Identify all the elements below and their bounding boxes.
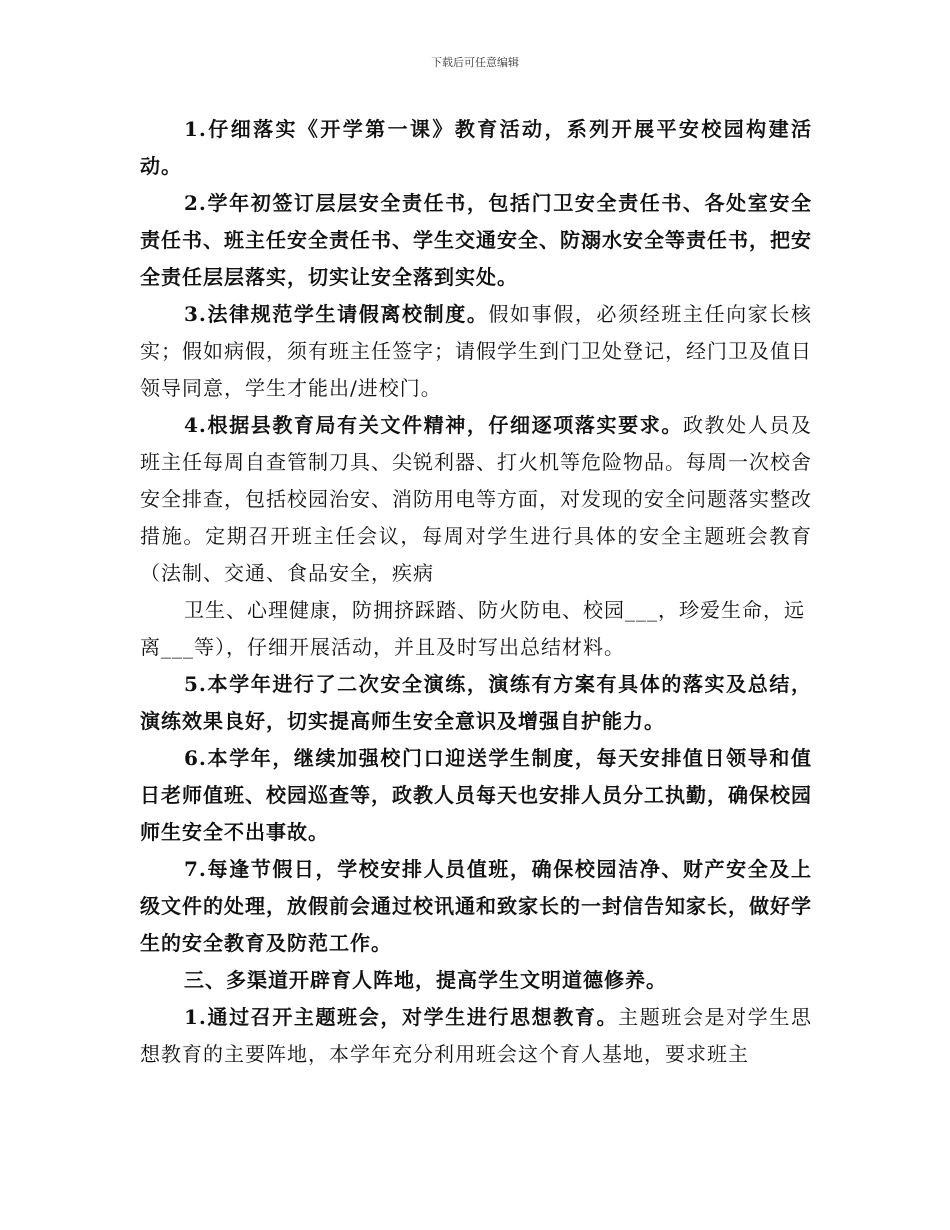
paragraph-4-body: 政教处人员及班主任每周自查管制刀具、尖锐利器、打火机等危险物品。每周一次校舍安全排查，包括校园治安、消防用电等方面，对发现的安全问题落实整改措施。定期召开班主任会议，每周对学生进行具体的安全主题班会教育（法制、交通、食品安全，疾病 [140, 413, 812, 585]
paragraph-3-1-lead: 1.通过召开主题班会，对学生进行思想教育。 [184, 1005, 619, 1029]
paragraph-5 [140, 666, 812, 740]
paragraph-1-lead: 1.仔细落实《开学第一课》教育活动，系列开展平安校园构建活动。 [140, 117, 812, 178]
paragraph-3-body: 假如事假，必须经班主任向家长核实；假如病假，须有班主任签字；请假学生到门卫处登记，经门卫及值日领导同意，学生才能出/进校门。 [140, 302, 812, 400]
paragraph-4-lead: 4.根据县教育局有关文件精神，仔细逐项落实要求。 [184, 413, 683, 437]
section-heading-3-text: 三、多渠道开辟育人阵地，提高学生文明道德修养。 [184, 968, 667, 992]
paragraph-7-lead: 7.每逢节假日，学校安排人员值班，确保校园洁净、财产安全及上级文件的处理，放假前会通过校讯通和致家长的一封信告知家长，做好学生的安全教育及防范工作。 [140, 857, 812, 955]
paragraph-3-1 [140, 999, 812, 1073]
paragraph-4-continued-body: 卫生、心理健康，防拥挤踩踏、防火防电、校园___，珍爱生命，远离___等），仔细开展活动，并且及时写出总结材料。 [140, 598, 805, 659]
paragraph-3-lead: 3.法律规范学生请假离校制度。 [184, 302, 489, 326]
paragraph-7 [140, 851, 812, 962]
paragraph-4 [140, 407, 812, 592]
paragraph-4-continued [140, 592, 812, 666]
paragraph-3 [140, 296, 812, 407]
paragraph-2 [140, 185, 812, 296]
paragraph-2-lead: 2.学年初签订层层安全责任书，包括门卫安全责任书、各处室安全责任书、班主任安全责任书、学生交通安全、防溺水安全等责任书，把安全责任层层落实，切实让安全落到实处。 [140, 191, 812, 289]
paragraph-6-lead: 6.本学年，继续加强校门口迎送学生制度，每天安排值日领导和值日老师值班、校园巡查等，政教人员每天也安排人员分工执勤，确保校园师生安全不出事故。 [140, 746, 812, 844]
document-body [140, 111, 812, 1073]
paragraph-3-1-body: 主题班会是对学生思想教育的主要阵地，本学年充分利用班会这个育人基地，要求班主 [140, 1005, 812, 1066]
paragraph-1 [140, 111, 812, 185]
paragraph-5-lead: 5.本学年进行了二次安全演练，演练有方案有具体的落实及总结，演练效果良好，切实提高师生安全意识及增强自护能力。 [140, 672, 812, 733]
paragraph-6 [140, 740, 812, 851]
section-heading-3 [140, 962, 812, 999]
page-header-note: 下载后可任意编辑 [431, 56, 519, 69]
